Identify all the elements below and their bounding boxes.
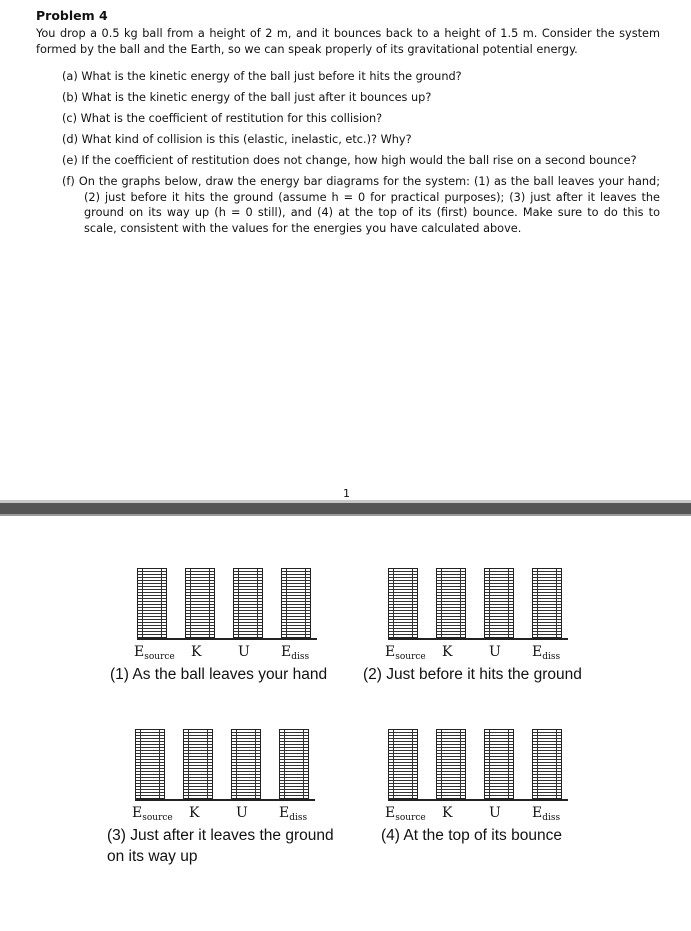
u-label: U bbox=[238, 644, 250, 660]
k-bar[interactable] bbox=[436, 568, 466, 638]
esource-label: $E_{source}$ bbox=[134, 644, 175, 662]
u-bar[interactable] bbox=[484, 729, 514, 799]
esource-label: $E_{source}$ bbox=[132, 805, 173, 823]
energy-chart-4 bbox=[363, 729, 603, 859]
k-label: K bbox=[191, 644, 202, 660]
esource-label: $E_{source}$ bbox=[385, 805, 426, 823]
u-label: U bbox=[489, 805, 501, 821]
bar-grid bbox=[137, 568, 317, 640]
ediss-bar[interactable] bbox=[279, 729, 309, 799]
k-label: K bbox=[442, 805, 453, 821]
caption-line-2: on its way up bbox=[107, 848, 198, 865]
chart-caption: (4) At the top of its bounce bbox=[381, 827, 562, 844]
baseline bbox=[388, 638, 568, 640]
chart-caption bbox=[107, 825, 334, 867]
u-bar[interactable] bbox=[233, 568, 263, 638]
bar-grid bbox=[388, 729, 568, 801]
ediss-label: $E_{diss}$ bbox=[532, 805, 561, 823]
ediss-bar[interactable] bbox=[532, 568, 562, 638]
page-divider bbox=[0, 500, 691, 516]
esource-bar[interactable] bbox=[388, 568, 418, 638]
esource-bar[interactable] bbox=[388, 729, 418, 799]
problem-intro: You drop a 0.5 kg ball from a height of 2 m, and it bounces back to a height of 1.5 m. Consider the system formed by the ball and the Earth, so we can speak properly of its gravitational potential energy. bbox=[36, 27, 660, 56]
problem-title: Problem 4 bbox=[36, 8, 108, 23]
k-label: K bbox=[189, 805, 200, 821]
question-b: (b) What is the kinetic energy of the ball just after it bounces up? bbox=[62, 91, 432, 104]
k-bar[interactable] bbox=[436, 729, 466, 799]
question-a: (a) What is the kinetic energy of the ball just before it hits the ground? bbox=[62, 70, 462, 83]
k-label: K bbox=[442, 644, 453, 660]
u-label: U bbox=[489, 644, 501, 660]
energy-chart-3 bbox=[107, 729, 350, 865]
bar-grid bbox=[388, 568, 568, 640]
caption-line-1: (3) Just after it leaves the ground bbox=[107, 827, 334, 844]
ediss-bar[interactable] bbox=[281, 568, 311, 638]
baseline bbox=[137, 638, 317, 640]
ediss-label: $E_{diss}$ bbox=[279, 805, 308, 823]
esource-bar[interactable] bbox=[137, 568, 167, 638]
ediss-bar[interactable] bbox=[532, 729, 562, 799]
ediss-label: $E_{diss}$ bbox=[281, 644, 310, 662]
baseline bbox=[388, 799, 568, 801]
question-f: (f) On the graphs below, draw the energy bar diagrams for the system: (1) as the ball leaves your hand; (2) just before it hits the ground (assume h = 0 for practical purposes); (3) just after it leaves the ground on its way up (h = 0 still), and (4) at the top of its (first) bounce. Make sure to do this to scale, consistent with the values for the energies you have calculated above. bbox=[62, 175, 660, 235]
k-bar[interactable] bbox=[185, 568, 215, 638]
bar-grid bbox=[135, 729, 315, 801]
question-c: (c) What is the coefficient of restitution for this collision? bbox=[62, 112, 383, 125]
question-list bbox=[62, 69, 660, 242]
k-bar[interactable] bbox=[183, 729, 213, 799]
ediss-label: $E_{diss}$ bbox=[532, 644, 561, 662]
page-number: 1 bbox=[343, 487, 350, 500]
baseline bbox=[135, 799, 315, 801]
chart-caption: (2) Just before it hits the ground bbox=[363, 666, 582, 683]
u-label: U bbox=[236, 805, 248, 821]
question-e: (e) If the coefficient of restitution does not change, how high would the ball rise on a second bounce? bbox=[62, 154, 637, 167]
chart-caption: (1) As the ball leaves your hand bbox=[110, 666, 328, 683]
u-bar[interactable] bbox=[484, 568, 514, 638]
question-d: (d) What kind of collision is this (elastic, inelastic, etc.)? Why? bbox=[62, 133, 412, 146]
u-bar[interactable] bbox=[231, 729, 261, 799]
energy-chart-1 bbox=[112, 568, 352, 698]
esource-label: $E_{source}$ bbox=[385, 644, 426, 662]
esource-bar[interactable] bbox=[135, 729, 165, 799]
energy-chart-2 bbox=[363, 568, 603, 698]
